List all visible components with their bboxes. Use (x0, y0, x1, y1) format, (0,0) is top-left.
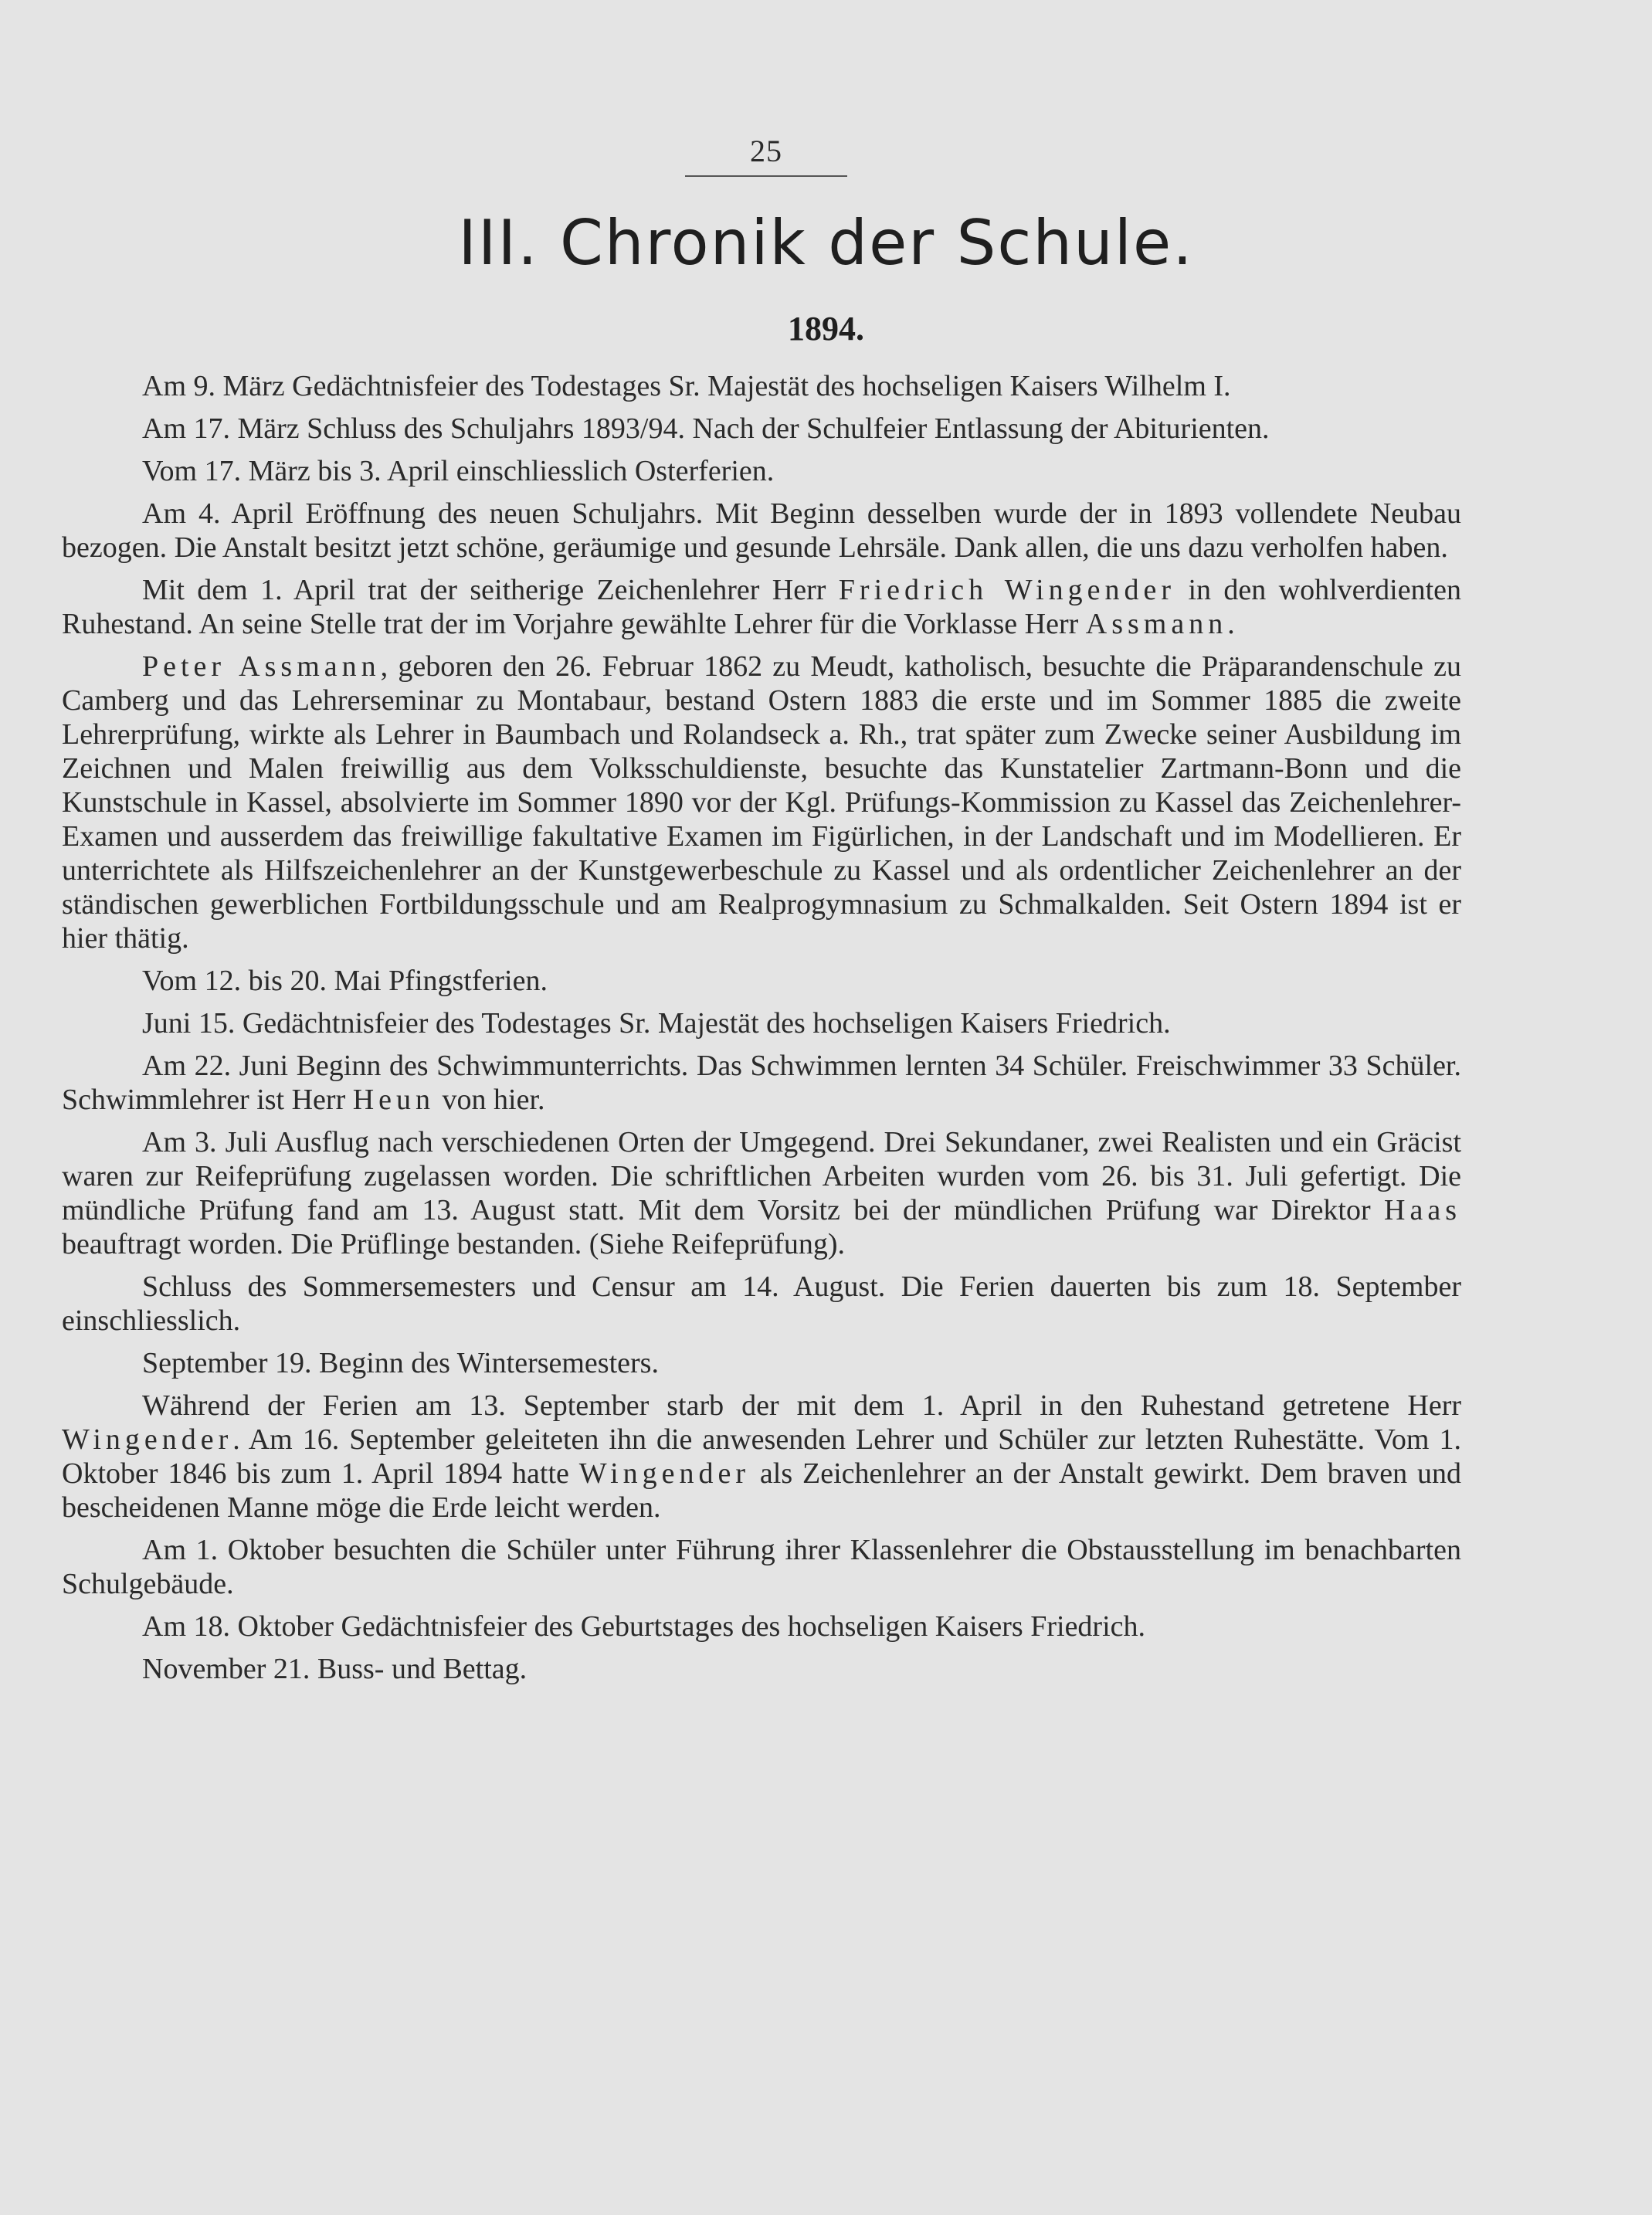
text-run: beauftragt worden. Die Prüflinge bestanden. (Siehe Reifeprüfung). (62, 1228, 846, 1260)
paragraph-neubau: Am 4. April Eröffnung des neuen Schuljahrs. Mit Beginn desselben wurde der in 1893 vollendete Neubau bezogen. Die Anstalt besitzt jetzt schöne, geräumige und gesunde Lehrsäle. Dank allen, die uns dazu verholfen haben. (62, 497, 1461, 564)
text-run: , geboren den 26. Februar 1862 zu Meudt, katholisch, besuchte die Präparandenschule zu Camberg und das Lehrerseminar zu Montabaur, bestand Ostern 1883 die erste und im Sommer 1885 die zweite Lehrerprüfung, wirkte als Lehrer in Baumbach und Rolandseck a. Rh., trat später zum Zwecke seiner Ausbildung im Zeichnen und Malen freiwillig aus dem Volksschuldienste, besuchte das Kunstatelier Zartmann-Bonn und die Kunstschule in Kassel, absolvierte im Sommer 1890 vor der Kgl. Prüfungs-Kommission zu Kassel das Zeichenlehrer-Examen und ausserdem das freiwillige fakultative Examen im Figürlichen, in der Landschaft und im Modellieren. Er unterrichtete als Hilfszeichenlehrer an der Kunstgewerbeschule zu Kassel und als ordentlicher Zeichenlehrer an der ständischen gewerblichen Fortbildungsschule und am Realprogymnasium zu Schmalkalden. Seit Ostern 1894 ist er hier thätig. (62, 650, 1461, 955)
person-name: Friedrich Wingender (838, 574, 1176, 606)
paragraph-biography (62, 650, 1461, 955)
page-number-rule (685, 175, 847, 177)
text-run: Am 3. Juli Ausflug nach verschiedenen Orten der Umgegend. Drei Sekundaner, zwei Realisten und ein Gräcist waren zur Reifeprüfung zugelassen worden. Die schriftlichen Arbeiten wurden vom 26. bis 31. Juli gefertigt. Die mündliche Prüfung fand am 13. August statt. Mit dem Vorsitz bei der mündlichen Prüfung war Direktor (62, 1126, 1461, 1226)
text-run: von hier. (435, 1084, 545, 1116)
person-name: Haas (1384, 1194, 1461, 1226)
text-run: als Zeichenlehrer an der Anstalt gewirkt. Dem braven und bescheidenen Manne möge die Erde leicht werden. (62, 1457, 1461, 1524)
page-number: 25 (750, 134, 782, 168)
person-name: Wingender (62, 1423, 233, 1456)
paragraph-ruhestand (62, 573, 1461, 641)
text-run: Am 22. Juni Beginn des Schwimmunterrichts. Das Schwimmen lernten 34 Schüler. Freischwimmer 33 Schüler. Schwimmlehrer ist Herr (62, 1050, 1461, 1116)
paragraph-pfingstferien: Vom 12. bis 20. Mai Pfingstferien. (142, 965, 548, 997)
paragraph-kaiser-wilhelm: Am 9. März Gedächtnisfeier des Todestages Sr. Majestät des hochseligen Kaisers Wilhelm I. (142, 370, 1231, 402)
text-run: in den wohlverdienten Ruhestand. An seine Stelle trat der im Vorjahre gewählte Lehrer für die Vorklasse Herr (62, 574, 1461, 640)
paragraph-nachruf (62, 1389, 1461, 1525)
page-title: III. Chronik der Schule. (458, 207, 1194, 279)
paragraph-schwimmunterricht (62, 1049, 1461, 1117)
year-heading: 1894. (788, 310, 864, 348)
person-name: Heun (352, 1084, 436, 1116)
paragraph-reifepruefung (62, 1125, 1461, 1261)
text-run: . Am 16. September geleiteten ihn die anwesenden Lehrer und Schüler zur letzten Ruhestätte. Vom 1. Oktober 1846 bis zum 1. April 1894 hatte (62, 1423, 1461, 1490)
person-name: Wingender (578, 1457, 751, 1490)
paragraph-obstausstellung: Am 1. Oktober besuchten die Schüler unter Führung ihrer Klassenlehrer die Obstausstellung im benachbarten Schulgebäude. (62, 1534, 1461, 1600)
paragraph-schuljahr-schluss: Am 17. März Schluss des Schuljahrs 1893/94. Nach der Schulfeier Entlassung der Abiturienten. (142, 412, 1270, 445)
chronicle-text (62, 369, 1461, 1694)
paragraph-osterferien: Vom 17. März bis 3. April einschliesslich Osterferien. (142, 455, 775, 487)
paragraph-wintersemester: September 19. Beginn des Wintersemesters. (142, 1347, 659, 1379)
paragraph-buss-bettag: November 21. Buss- und Bettag. (142, 1653, 527, 1685)
paragraph-geburtstag-friedrich: Am 18. Oktober Gedächtnisfeier des Geburtstages des hochseligen Kaisers Friedrich. (142, 1610, 1146, 1643)
text-run: . (1227, 608, 1235, 640)
paragraph-kaiser-friedrich: Juni 15. Gedächtnisfeier des Todestages Sr. Majestät des hochseligen Kaisers Friedrich. (142, 1007, 1171, 1040)
person-name: Assmann (1085, 608, 1228, 640)
text-run: Während der Ferien am 13. September starb der mit dem 1. April in den Ruhestand getretene Herr (142, 1389, 1461, 1422)
text-run: Mit dem 1. April trat der seitherige Zeichenlehrer Herr (142, 574, 839, 606)
person-name: Peter Assmann (142, 650, 381, 683)
paragraph-sommersemester: Schluss des Sommersemesters und Censur am 14. August. Die Ferien dauerten bis zum 18. September einschliesslich. (62, 1270, 1461, 1337)
